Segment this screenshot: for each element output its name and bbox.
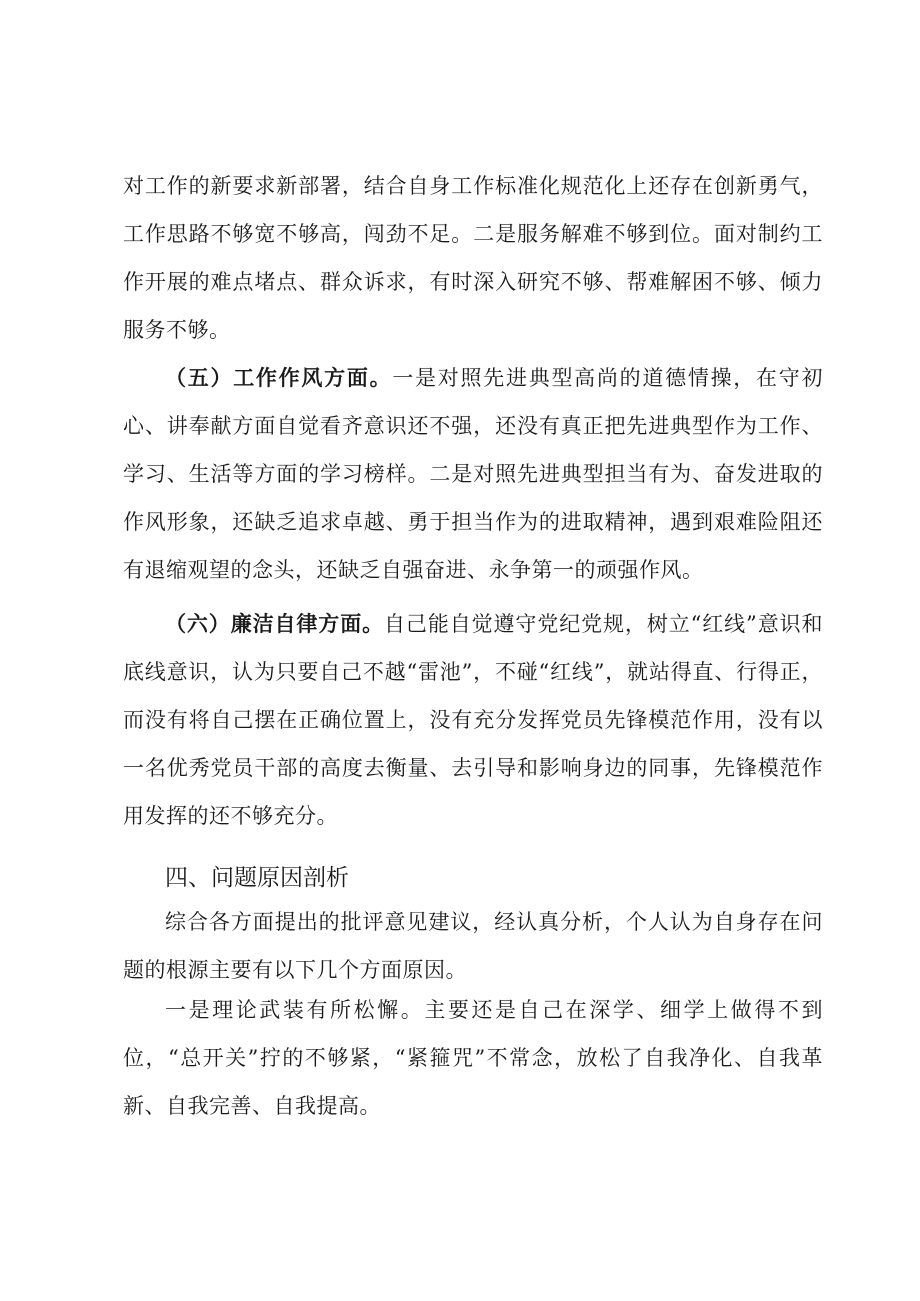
paragraph-service-issues	[123, 162, 823, 354]
paragraph-theory	[123, 986, 823, 1130]
paragraph-analysis-intro	[123, 898, 823, 994]
paragraph-text: 一是理论武装有所松懈。主要还是自己在深学、细学上做得不到位，“总开关”拧的不够紧，“紧箍咒”不常念，放松了自我净化、自我革新、自我完善、自我提高。	[123, 998, 823, 1118]
paragraph-integrity	[123, 600, 823, 840]
paragraph-text: 对工作的新要求新部署，结合自身工作标准化规范化上还存在创新勇气，工作思路不够宽不够高，闯劲不足。二是服务解难不够到位。面对制约工作开展的难点堵点、群众诉求，有时深入研究不够、帮难解困不够、倾力服务不够。	[123, 174, 823, 342]
paragraph-subtitle: （六）廉洁自律方面。	[165, 611, 385, 636]
paragraph-text: 自己能自觉遵守党纪党规，树立“红线”意识和底线意识，认为只要自己不越“雷池”，不碰“红线”，就站得直、行得正，而没有将自己摆在正确位置上，没有充分发挥党员先锋模范作用，没有以一名优秀党员干部的高度去衡量、去引导和影响身边的同事，先锋模范作用发挥的还不够充分。	[123, 612, 823, 828]
paragraph-text: 综合各方面提出的批评意见建议，经认真分析，个人认为自身存在问题的根源主要有以下几个方面原因。	[123, 910, 823, 982]
section-heading: 四、问题原因剖析	[165, 865, 349, 891]
paragraph-work-style	[123, 354, 823, 594]
paragraph-subtitle: （五）工作作风方面。	[165, 365, 393, 390]
paragraph-text: 一是对照先进典型高尚的道德情操，在守初心、讲奉献方面自觉看齐意识还不强，还没有真正把先进典型作为工作、学习、生活等方面的学习榜样。二是对照先进典型担当有为、奋发进取的作风形象，还缺乏追求卓越、勇于担当作为的进取精神，遇到艰难险阻还有退缩观望的念头，还缺乏自强奋进、永争第一的顽强作风。	[123, 366, 824, 582]
